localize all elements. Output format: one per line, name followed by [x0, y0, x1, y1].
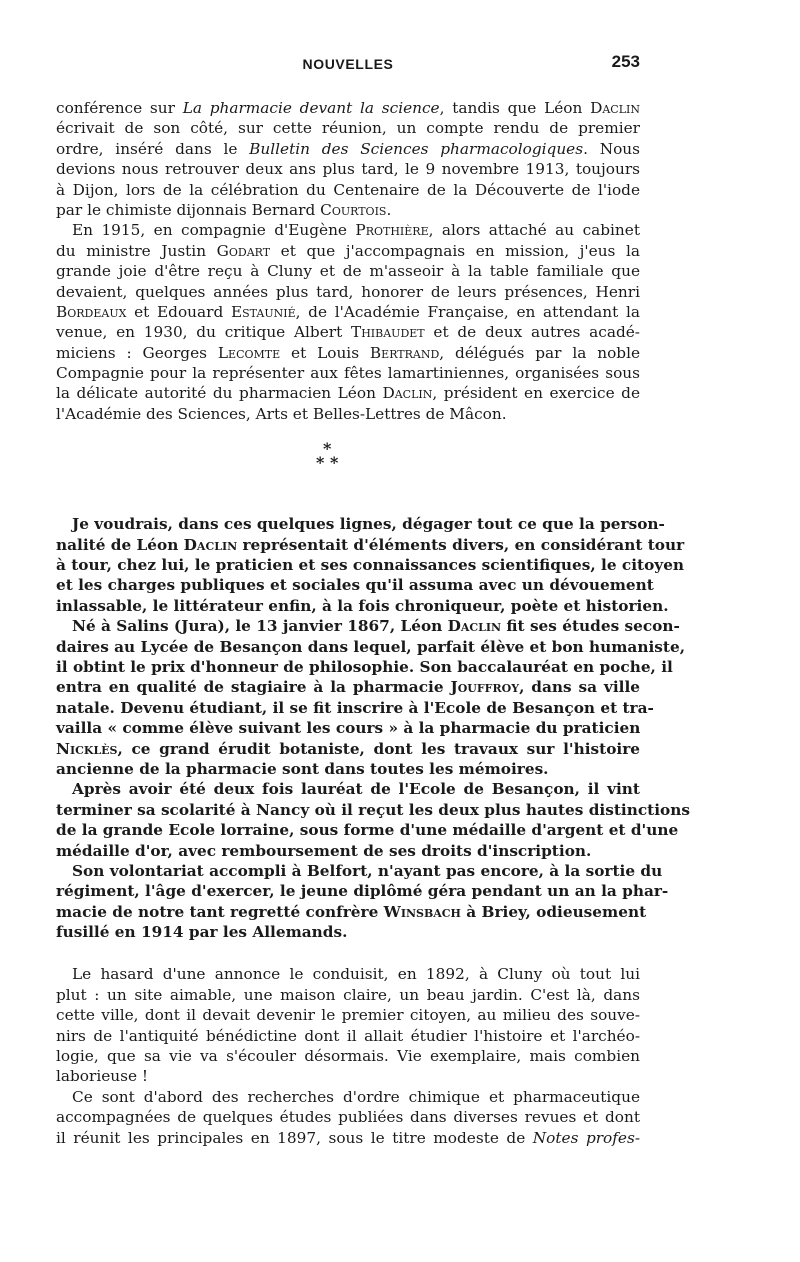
text-line: écrivait de son côté, sur cette réunion, un compte rendu de premier — [56, 119, 640, 138]
text-line: du ministre Justin Godart et que j'accompagnais en mission, j'eus la — [56, 241, 640, 260]
paragraph-start: Son volontariat accompli à Belfort, n'ayant pas encore, à la sortie du — [72, 861, 663, 880]
text-line: l'Académie des Sciences, Arts et Belles-Lettres de Mâcon. — [56, 404, 507, 423]
text-line: nirs de l'antiquité bénédictine dont il allait étudier l'histoire et l'archéo- — [56, 1026, 640, 1045]
text-line: la délicate autorité du pharmacien Léon Daclin, président en exercice de — [56, 384, 640, 403]
running-header — [56, 52, 640, 80]
text-line: grande joie d'être reçu à Cluny et de m'asseoir à la table familiale que — [56, 262, 640, 281]
text-line: ancienne de la pharmacie sont dans toutes les mémoires. — [56, 759, 549, 778]
text-line: terminer sa scolarité à Nancy où il reçut les deux plus hautes distinctions — [56, 800, 690, 819]
text-line: Compagnie pour la représenter aux fêtes lamartiniennes, organisées sous — [56, 364, 640, 383]
section-title: NOUVELLES — [302, 56, 394, 72]
text-line: laborieuse ! — [56, 1067, 149, 1086]
text-line: médaille d'or, avec remboursement de ses droits d'inscription. — [56, 841, 592, 860]
text-line: conférence sur La pharmacie devant la science, tandis que Léon Daclin — [56, 99, 640, 117]
article-body — [56, 98, 690, 1148]
asterism: * * * — [316, 439, 339, 473]
text-line: à tour, chez lui, le praticien et ses connaissances scientifiques, le citoyen — [56, 556, 685, 575]
text-line: régiment, l'âge d'exercer, le jeune diplômé géra pendant un an la phar- — [56, 882, 669, 901]
text-line: et les charges publiques et sociales qu'il assuma avec un dévouement — [56, 576, 654, 595]
text-line: daires au Lycée de Besançon dans lequel, parfait élève et bon humaniste, — [56, 637, 686, 656]
text-line: vailla « comme élève suivant les cours » à la pharmacie du praticien — [56, 719, 641, 738]
paragraph-start: Né à Salins (Jura), le 13 janvier 1867, Léon Daclin fit ses études secon- — [72, 617, 680, 636]
text-line: inlassable, le littérateur enfin, à la fois chroniqueur, poète et historien. — [56, 596, 669, 615]
text-line: il obtint le prix d'honneur de philosophie. Son baccalauréat en poche, il — [56, 657, 673, 676]
text-line: entra en qualité de stagiaire à la pharmacie Jouffroy, dans sa ville — [56, 678, 640, 697]
text-line: macie de notre tant regretté confrère Winsbach à Briey, odieusement — [56, 902, 647, 921]
text-line: devaient, quelques années plus tard, honorer de leurs présences, Henri — [56, 282, 640, 301]
text-line: cette ville, dont il devait devenir le premier citoyen, au milieu des souve- — [56, 1006, 640, 1025]
text-line: accompagnées de quelques études publiées dans diverses revues et dont — [56, 1108, 640, 1127]
text-line: devions nous retrouver deux ans plus tard, le 9 novembre 1913, toujours — [56, 160, 640, 179]
paragraph-start: Je voudrais, dans ces quelques lignes, dégager tout ce que la person- — [72, 515, 665, 534]
text-line: il réunit les principales en 1897, sous le titre modeste de Notes profes- — [56, 1128, 640, 1147]
text-line: ordre, inséré dans le Bulletin des Sciences pharmacologiques. Nous — [56, 139, 640, 158]
text-line: miciens : Georges Lecomte et Louis Bertrand, délégués par la noble — [56, 343, 641, 362]
text-line: nalité de Léon Daclin représentait d'éléments divers, en considérant tour — [56, 535, 685, 554]
regular-section — [56, 964, 640, 1148]
section-separator — [56, 424, 640, 514]
text-line: natale. Devenu étudiant, il se fit inscrire à l'Ecole de Besançon et tra- — [56, 698, 654, 717]
bold-section — [56, 514, 690, 942]
paragraph-start: Le hasard d'une annonce le conduisit, en 1892, à Cluny où tout lui — [72, 965, 640, 984]
text-line: par le chimiste dijonnais Bernard Courtois. — [56, 200, 392, 219]
text-line: plut : un site aimable, une maison claire, un beau jardin. C'est là, dans — [56, 985, 640, 1004]
paragraph-start: Après avoir été deux fois lauréat de l'Ecole de Besançon, il vint — [72, 780, 640, 799]
text-line: Nicklès, ce grand érudit botaniste, dont les travaux sur l'histoire — [56, 739, 640, 758]
text-line: venue, en 1930, du critique Albert Thibaudet et de deux autres acadé- — [56, 323, 640, 342]
paragraph-start: En 1915, en compagnie d'Eugène Prothière, alors attaché au cabinet — [72, 221, 640, 240]
blank-space — [56, 942, 640, 964]
text-line: fusillé en 1914 par les Allemands. — [56, 923, 348, 942]
page-number: 253 — [611, 52, 640, 71]
text-line: de la grande Ecole lorraine, sous forme d'une médaille d'argent et d'une — [56, 821, 679, 840]
paragraph-start: Ce sont d'abord des recherches d'ordre chimique et pharmaceutique — [72, 1087, 640, 1106]
text-line: logie, que sa vie va s'écouler désormais. Vie exemplaire, mais combien — [56, 1047, 640, 1066]
text-line: à Dijon, lors de la célébration du Centenaire de la Découverte de l'iode — [56, 180, 640, 199]
surname: Daclin — [590, 99, 640, 117]
text-line: Bordeaux et Edouard Estaunié, de l'Académie Française, en attendant la — [56, 302, 640, 321]
